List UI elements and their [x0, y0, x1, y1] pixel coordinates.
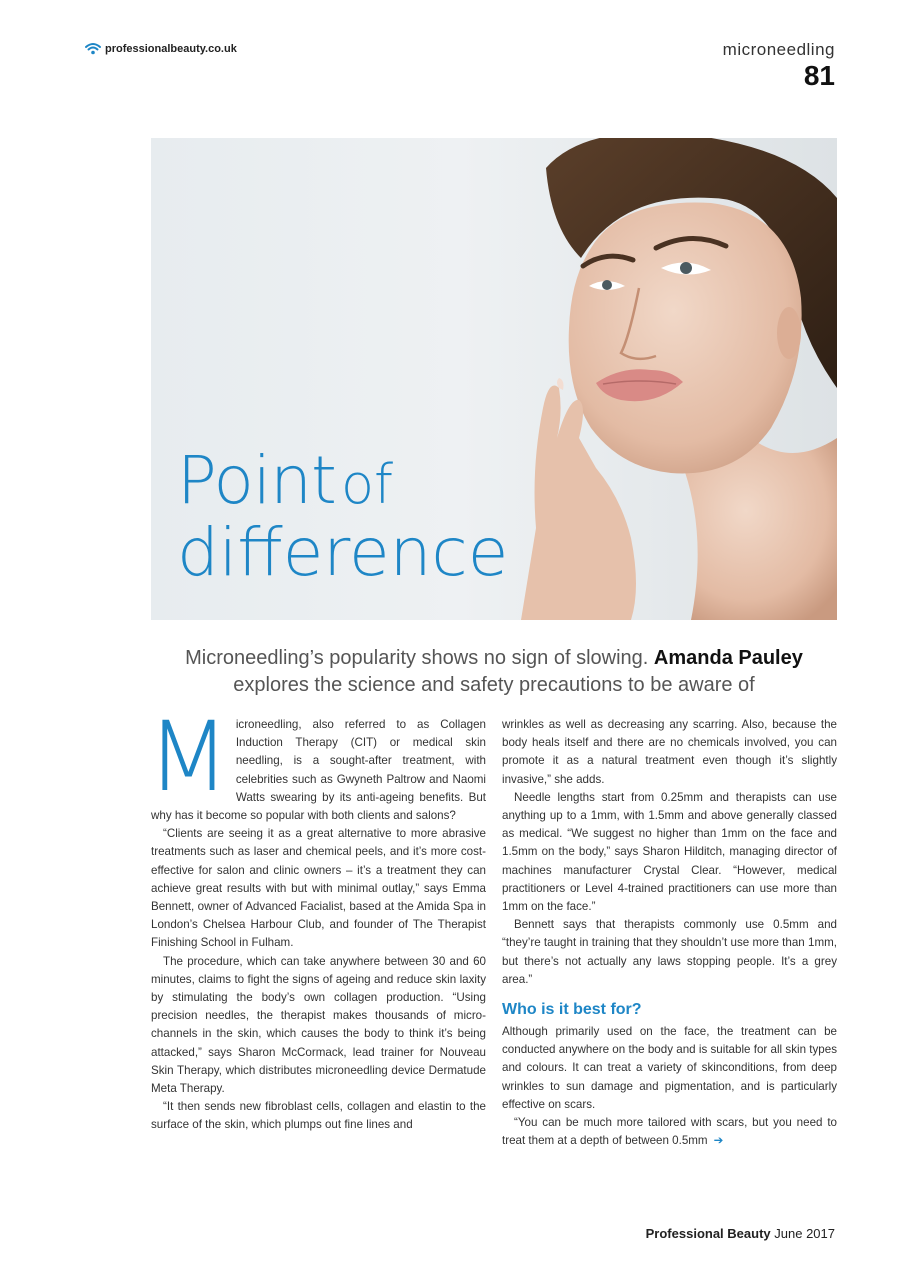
paragraph: Needle lengths start from 0.25mm and therapists can use anything up to a 1mm, with 1.5mm and above generally classed as medical. “We suggest no higher than 1mm on the face and 1.5mm on the body,” says Sharon Hilditch, managing director of machines manufacturer Crystal Clear. “However, medical practitioners or Level 4-trained practitioners can use more than 1mm on the face.” [502, 790, 837, 914]
site-url [85, 42, 237, 55]
paragraph: icroneedling, also referred to as Collagen Induction Therapy (CIT) or medical skin needling, is a sought-after treatment, with celebrities such as Gwyneth Paltrow and Naomi Watts swearing by its anti-ageing benefits. But why has it become so popular with both clients and salons? [151, 718, 486, 823]
magazine-name: Professional Beauty [645, 1226, 771, 1241]
paragraph: “Clients are seeing it as a great alternative to more abrasive treatments such as laser and chemical peels, and it’s more cost-effective for salon and clinic owners – it’s a treatment they can achieve great results with but with minimal outlay,” says Emma Bennett, owner of Advanced Facialist, based at the Amida Spa in London’s Chelsea Harbour Club, and founder of The Therapist Finishing School in Fulham. [151, 827, 486, 950]
subheading: Who is it best for? [502, 1001, 642, 1019]
issue-date: June 2017 [774, 1226, 835, 1241]
footer [646, 1226, 835, 1241]
paragraph: The procedure, which can take anywhere between 30 and 60 minutes, claims to fight the signs of ageing and reduce skin laxity by stimulating the body’s own collagen production. “Using precision needles, the therapist makes thousands of micro-channels in the skin, which causes the body to think it’s being attacked,” says Sharon McCormack, lead trainer for Nouveau Skin Therapy, which distributes microneedling device Dermatude Meta Therapy. [151, 954, 486, 1096]
paragraph: Bennett says that therapists commonly use 0.5mm and “they’re taught in training that they shouldn’t use more than 1mm, but there’s not actually any laws stopping people. It’s a grey area.” [502, 918, 837, 986]
article-column-1 [147, 701, 486, 1135]
paragraph: Although primarily used on the face, the treatment can be conducted anywhere on the body and is suitable for all skin types and colours. It can treat a variety of skinconditions, from deep wrinkles to sun damage and pigmentation, and is particularly effective on scars. [502, 1025, 837, 1111]
author-name: Amanda Pauley [653, 647, 803, 669]
title-word-difference: difference [177, 514, 509, 591]
standfirst [151, 645, 837, 699]
drop-cap: M [147, 701, 230, 813]
paragraph-text: “You can be much more tailored with scars, but you need to treat them at a depth of between 0.5mm [502, 1116, 837, 1148]
wifi-icon [85, 42, 101, 55]
section-label: microneedling [722, 40, 835, 59]
site-url-text: professionalbeauty.co.uk [105, 42, 237, 55]
title-word-point: Point [177, 442, 336, 519]
article-column-2 [502, 716, 837, 1150]
paragraph: “It then sends new fibroblast cells, collagen and elastin to the surface of the skin, which plumps out fine lines and [151, 1100, 486, 1132]
standfirst-intro: Microneedling’s popularity shows no sign of slowing. [185, 647, 654, 669]
paragraph [502, 1114, 837, 1150]
article-title [177, 442, 509, 591]
arrow-right-icon: ➔ [713, 1134, 724, 1148]
standfirst-rest: explores the science and safety precautions to be aware of [233, 674, 755, 696]
hero-image [151, 138, 837, 620]
page-number: 81 [803, 60, 835, 91]
title-word-of: of [340, 453, 394, 516]
paragraph: wrinkles as well as decreasing any scarring. Also, because the body heals itself and there are no chemicals involved, you can promote it as a natural treatment even though it’s slightly invasive,” she adds. [502, 718, 837, 786]
